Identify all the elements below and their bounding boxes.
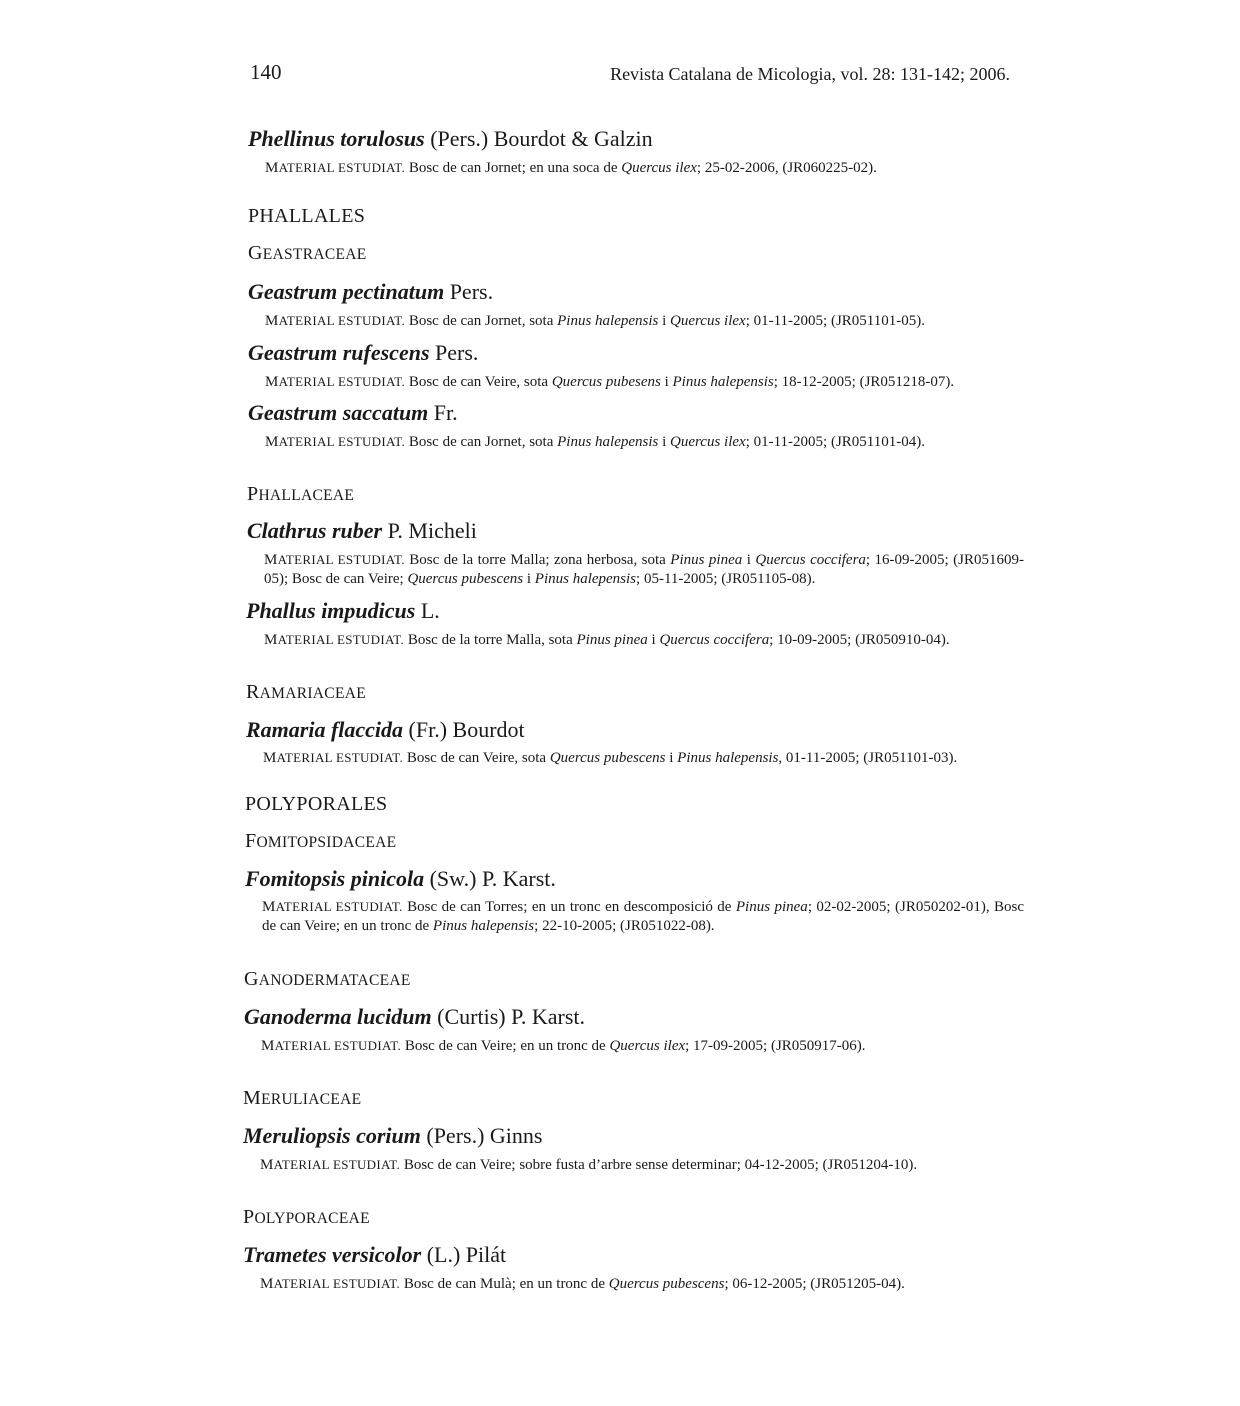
species-author: (Fr.) Bourdot <box>403 717 525 742</box>
species-geastrum-saccatum <box>248 400 458 426</box>
material-label: MATERIAL ESTUDIAT. <box>260 1157 401 1173</box>
species-clathrus-ruber <box>247 518 477 544</box>
family-heading-polyporaceae: POLYPORACEAE <box>243 1206 370 1228</box>
order-heading-phallales: PHALLALES <box>248 205 366 227</box>
material-label: MATERIAL ESTUDIAT. <box>261 1038 402 1054</box>
material-label: MATERIAL ESTUDIAT. <box>262 899 403 915</box>
material-ramaria-flaccida: MATERIAL ESTUDIAT. Bosc de can Veire, sota Quercus pubescens i Pinus halepensis, 01-11-2005; (JR051101-03). <box>263 750 958 766</box>
species-geastrum-rufescens <box>248 340 478 366</box>
material-label: MATERIAL ESTUDIAT. <box>263 750 404 766</box>
species-name: Ganoderma lucidum <box>244 1004 432 1029</box>
species-ganoderma-lucidum <box>244 1004 585 1030</box>
species-author: Pers. <box>429 340 479 365</box>
species-phellinus-torulosus <box>248 126 653 152</box>
species-fomitopsis-pinicola <box>245 866 556 892</box>
species-author: P. Micheli <box>382 518 477 543</box>
family-heading-fomitopsidaceae: FOMITOPSIDACEAE <box>245 830 397 852</box>
species-geastrum-pectinatum <box>248 279 493 305</box>
material-meruliopsis-corium: MATERIAL ESTUDIAT. Bosc de can Veire; sobre fusta d’arbre sense determinar; 04-12-2005; (JR051204-10). <box>260 1157 918 1173</box>
species-meruliopsis-corium <box>243 1123 542 1149</box>
species-name: Ramaria flaccida <box>246 717 404 742</box>
material-label: MATERIAL ESTUDIAT. <box>265 160 406 176</box>
species-author: Fr. <box>428 400 458 425</box>
species-ramaria-flaccida <box>246 717 525 743</box>
family-heading-ganodermataceae: GANODERMATACEAE <box>244 968 411 990</box>
material-label: MATERIAL ESTUDIAT. <box>265 374 406 390</box>
material-clathrus-ruber: MATERIAL ESTUDIAT. Bosc de la torre Malla; zona herbosa, sota Pinus pinea i Quercus coccifera; 16-09-2005; (JR051609-05); Bosc de can Veire; Quercus pubescens i Pinus halepensis; 05-11-2005; (JR051105-08). <box>264 552 1025 587</box>
species-author: (Pers.) Bourdot & Galzin <box>424 126 653 151</box>
material-label: MATERIAL ESTUDIAT. <box>265 434 406 450</box>
family-heading-phallaceae: PHALLACEAE <box>247 483 355 505</box>
family-heading-ramariaceae: RAMARIACEAE <box>246 681 366 703</box>
material-geastrum-rufescens: MATERIAL ESTUDIAT. Bosc de can Veire, sota Quercus pubesens i Pinus halepensis; 18-12-2005; (JR051218-07). <box>265 374 955 390</box>
journal-citation: Revista Catalana de Micologia, vol. 28: 131-142; 2006. <box>610 64 1010 84</box>
species-name: Trametes versicolor <box>243 1242 422 1267</box>
page-number: 140 <box>250 60 282 84</box>
material-label: MATERIAL ESTUDIAT. <box>264 552 405 568</box>
material-fomitopsis-pinicola: MATERIAL ESTUDIAT. Bosc de can Torres; en un tronc en descomposició de Pinus pinea; 02-02-2005; (JR050202-01), Bosc de can Veire; en un tronc de Pinus halepensis; 22-10-2005; (JR051022-08). <box>262 899 1025 934</box>
species-name: Geastrum rufescens <box>248 340 430 365</box>
family-heading-meruliaceae: MERULIACEAE <box>243 1087 362 1109</box>
species-name: Fomitopsis pinicola <box>245 866 425 891</box>
material-ganoderma-lucidum: MATERIAL ESTUDIAT. Bosc de can Veire; en un tronc de Quercus ilex; 17-09-2005; (JR050917-06). <box>261 1038 866 1054</box>
species-name: Geastrum saccatum <box>248 400 429 425</box>
running-header <box>0 60 1240 90</box>
species-name: Clathrus ruber <box>247 518 383 543</box>
material-phellinus-torulosus: MATERIAL ESTUDIAT. Bosc de can Jornet; en una soca de Quercus ilex; 25-02-2006, (JR060225-02). <box>265 160 877 176</box>
species-author: (Sw.) P. Karst. <box>424 866 556 891</box>
species-author: Pers. <box>444 279 494 304</box>
species-author: (L.) Pilát <box>421 1242 507 1267</box>
material-geastrum-pectinatum: MATERIAL ESTUDIAT. Bosc de can Jornet, sota Pinus halepensis i Quercus ilex; 01-11-2005; (JR051101-05). <box>265 313 925 329</box>
material-label: MATERIAL ESTUDIAT. <box>264 632 405 648</box>
species-name: Geastrum pectinatum <box>248 279 445 304</box>
material-label: MATERIAL ESTUDIAT. <box>265 313 406 329</box>
species-author: (Curtis) P. Karst. <box>431 1004 586 1029</box>
species-phallus-impudicus <box>246 598 440 624</box>
species-name: Meruliopsis corium <box>243 1123 421 1148</box>
species-name: Phellinus torulosus <box>248 126 425 151</box>
order-heading-polyporales: POLYPORALES <box>245 793 388 815</box>
material-label: MATERIAL ESTUDIAT. <box>260 1276 401 1292</box>
species-author: (Pers.) Ginns <box>420 1123 543 1148</box>
material-phallus-impudicus: MATERIAL ESTUDIAT. Bosc de la torre Malla, sota Pinus pinea i Quercus coccifera; 10-09-2005; (JR050910-04). <box>264 632 950 648</box>
material-trametes-versicolor: MATERIAL ESTUDIAT. Bosc de can Mulà; en un tronc de Quercus pubescens; 06-12-2005; (JR051205-04). <box>260 1276 905 1292</box>
species-name: Phallus impudicus <box>246 598 416 623</box>
species-author: L. <box>415 598 440 623</box>
family-heading-geastraceae: GEASTRACEAE <box>248 242 367 264</box>
material-geastrum-saccatum: MATERIAL ESTUDIAT. Bosc de can Jornet, sota Pinus halepensis i Quercus ilex; 01-11-2005; (JR051101-04). <box>265 434 925 450</box>
species-trametes-versicolor <box>243 1242 506 1268</box>
